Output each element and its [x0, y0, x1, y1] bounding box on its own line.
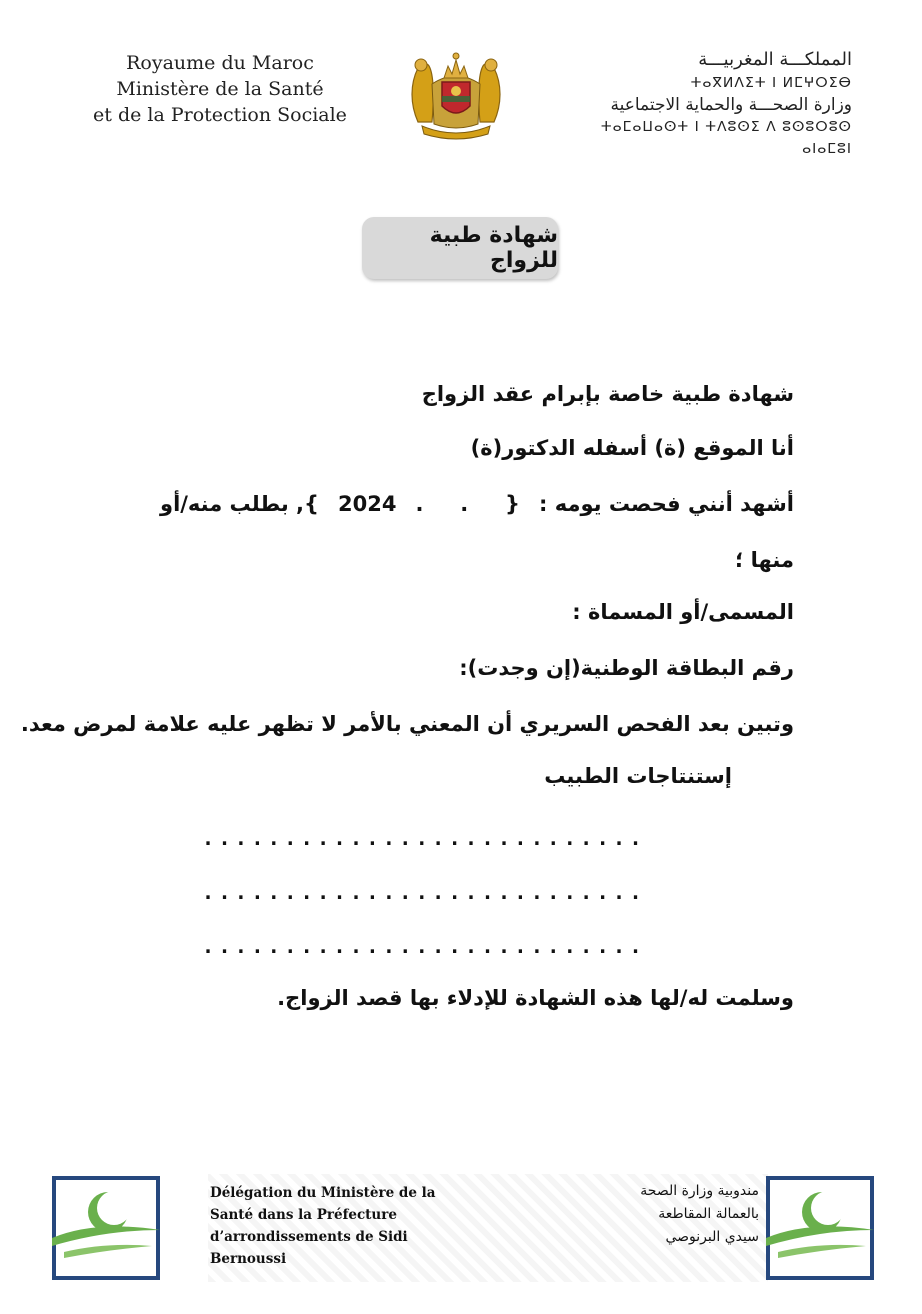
- health-crescent-logo-icon: [56, 1180, 156, 1276]
- date-year: 2024: [337, 492, 397, 516]
- footer-ar-line-1: مندوبية وزارة الصحة: [640, 1183, 759, 1199]
- footer: [48, 1174, 874, 1282]
- footer-logo-right: [766, 1176, 874, 1280]
- conclusion-dotted-line-1: ...........................: [202, 826, 646, 850]
- conclusion-dotted-line-3: ...........................: [202, 934, 646, 958]
- date-separator-2: .: [415, 492, 424, 516]
- header-fr-line-1: Royaume du Maroc: [126, 52, 314, 74]
- date-separator-1: .: [460, 492, 469, 516]
- header-tifinagh-ministry: ⵜⴰⵎⴰⵡⴰⵙⵜ ⵏ ⵜⴷⵓⵙⵉ ⴷ ⵓⵙⵓⵔⵓⵙ ⴰⵏⴰⵎⵓⵏ: [600, 119, 852, 157]
- body-line-4: منها ؛: [734, 548, 794, 572]
- date-open-brace: {: [505, 492, 520, 516]
- footer-fr-line-1: Délégation du Ministère de la: [210, 1185, 436, 1201]
- body-line-date: [160, 492, 794, 516]
- footer-logo-left: [52, 1176, 160, 1280]
- body-line-national-id: رقم البطاقة الوطنية(إن وجدت):: [459, 656, 794, 680]
- date-prefix: أشهد أنني فحصت يومه :: [539, 492, 794, 516]
- body-line-name: المسمى/أو المسماة :: [572, 600, 794, 624]
- body-line-1: شهادة طبية خاصة بإبرام عقد الزواج: [421, 382, 794, 406]
- body-line-exam-result: وتبين بعد الفحص السريري أن المعني بالأمر لا تظهر عليه علامة لمرض معد.: [20, 712, 794, 736]
- footer-fr-line-3: d’arrondissements de Sidi: [210, 1229, 408, 1245]
- date-suffix: }, بطلب منه/أو: [160, 492, 319, 516]
- moroccan-coat-of-arms-icon: [404, 44, 508, 138]
- doctor-conclusions-label: إستنتاجات الطبيب: [544, 764, 732, 788]
- header-arabic: [552, 48, 852, 160]
- body-line-closing: وسلمت له/لها هذه الشهادة للإدلاء بها قصد الزواج.: [277, 986, 794, 1010]
- header-ar-ministry: وزارة الصحـــة والحماية الاجتماعية: [610, 95, 852, 115]
- footer-french: [210, 1182, 450, 1270]
- header-fr-line-2: Ministère de la Santé: [116, 78, 324, 100]
- health-crescent-logo-icon: [770, 1180, 870, 1276]
- document-title-box: [362, 217, 558, 279]
- footer-arabic: [559, 1180, 759, 1249]
- footer-fr-line-4: Bernoussi: [210, 1251, 287, 1267]
- footer-ar-line-3: سيدي البرنوصي: [665, 1229, 759, 1245]
- header-tifinagh-kingdom: ⵜⴰⴳⵍⴷⵉⵜ ⵏ ⵍⵎⵖⵔⵉⴱ: [690, 75, 852, 91]
- footer-ar-line-2: بالعمالة المقاطعة: [658, 1206, 759, 1222]
- header-fr-line-3: et de la Protection Sociale: [93, 104, 347, 126]
- document-title: شهادة طبية للزواج: [429, 223, 558, 273]
- header-ar-kingdom: المملكـــة المغربيـــة: [698, 49, 852, 70]
- conclusion-dotted-line-2: ...........................: [202, 880, 646, 904]
- header-french: [60, 50, 380, 128]
- footer-fr-line-2: Santé dans la Préfecture: [210, 1207, 397, 1223]
- body-line-2: أنا الموقع (ة) أسفله الدكتور(ة): [470, 436, 794, 460]
